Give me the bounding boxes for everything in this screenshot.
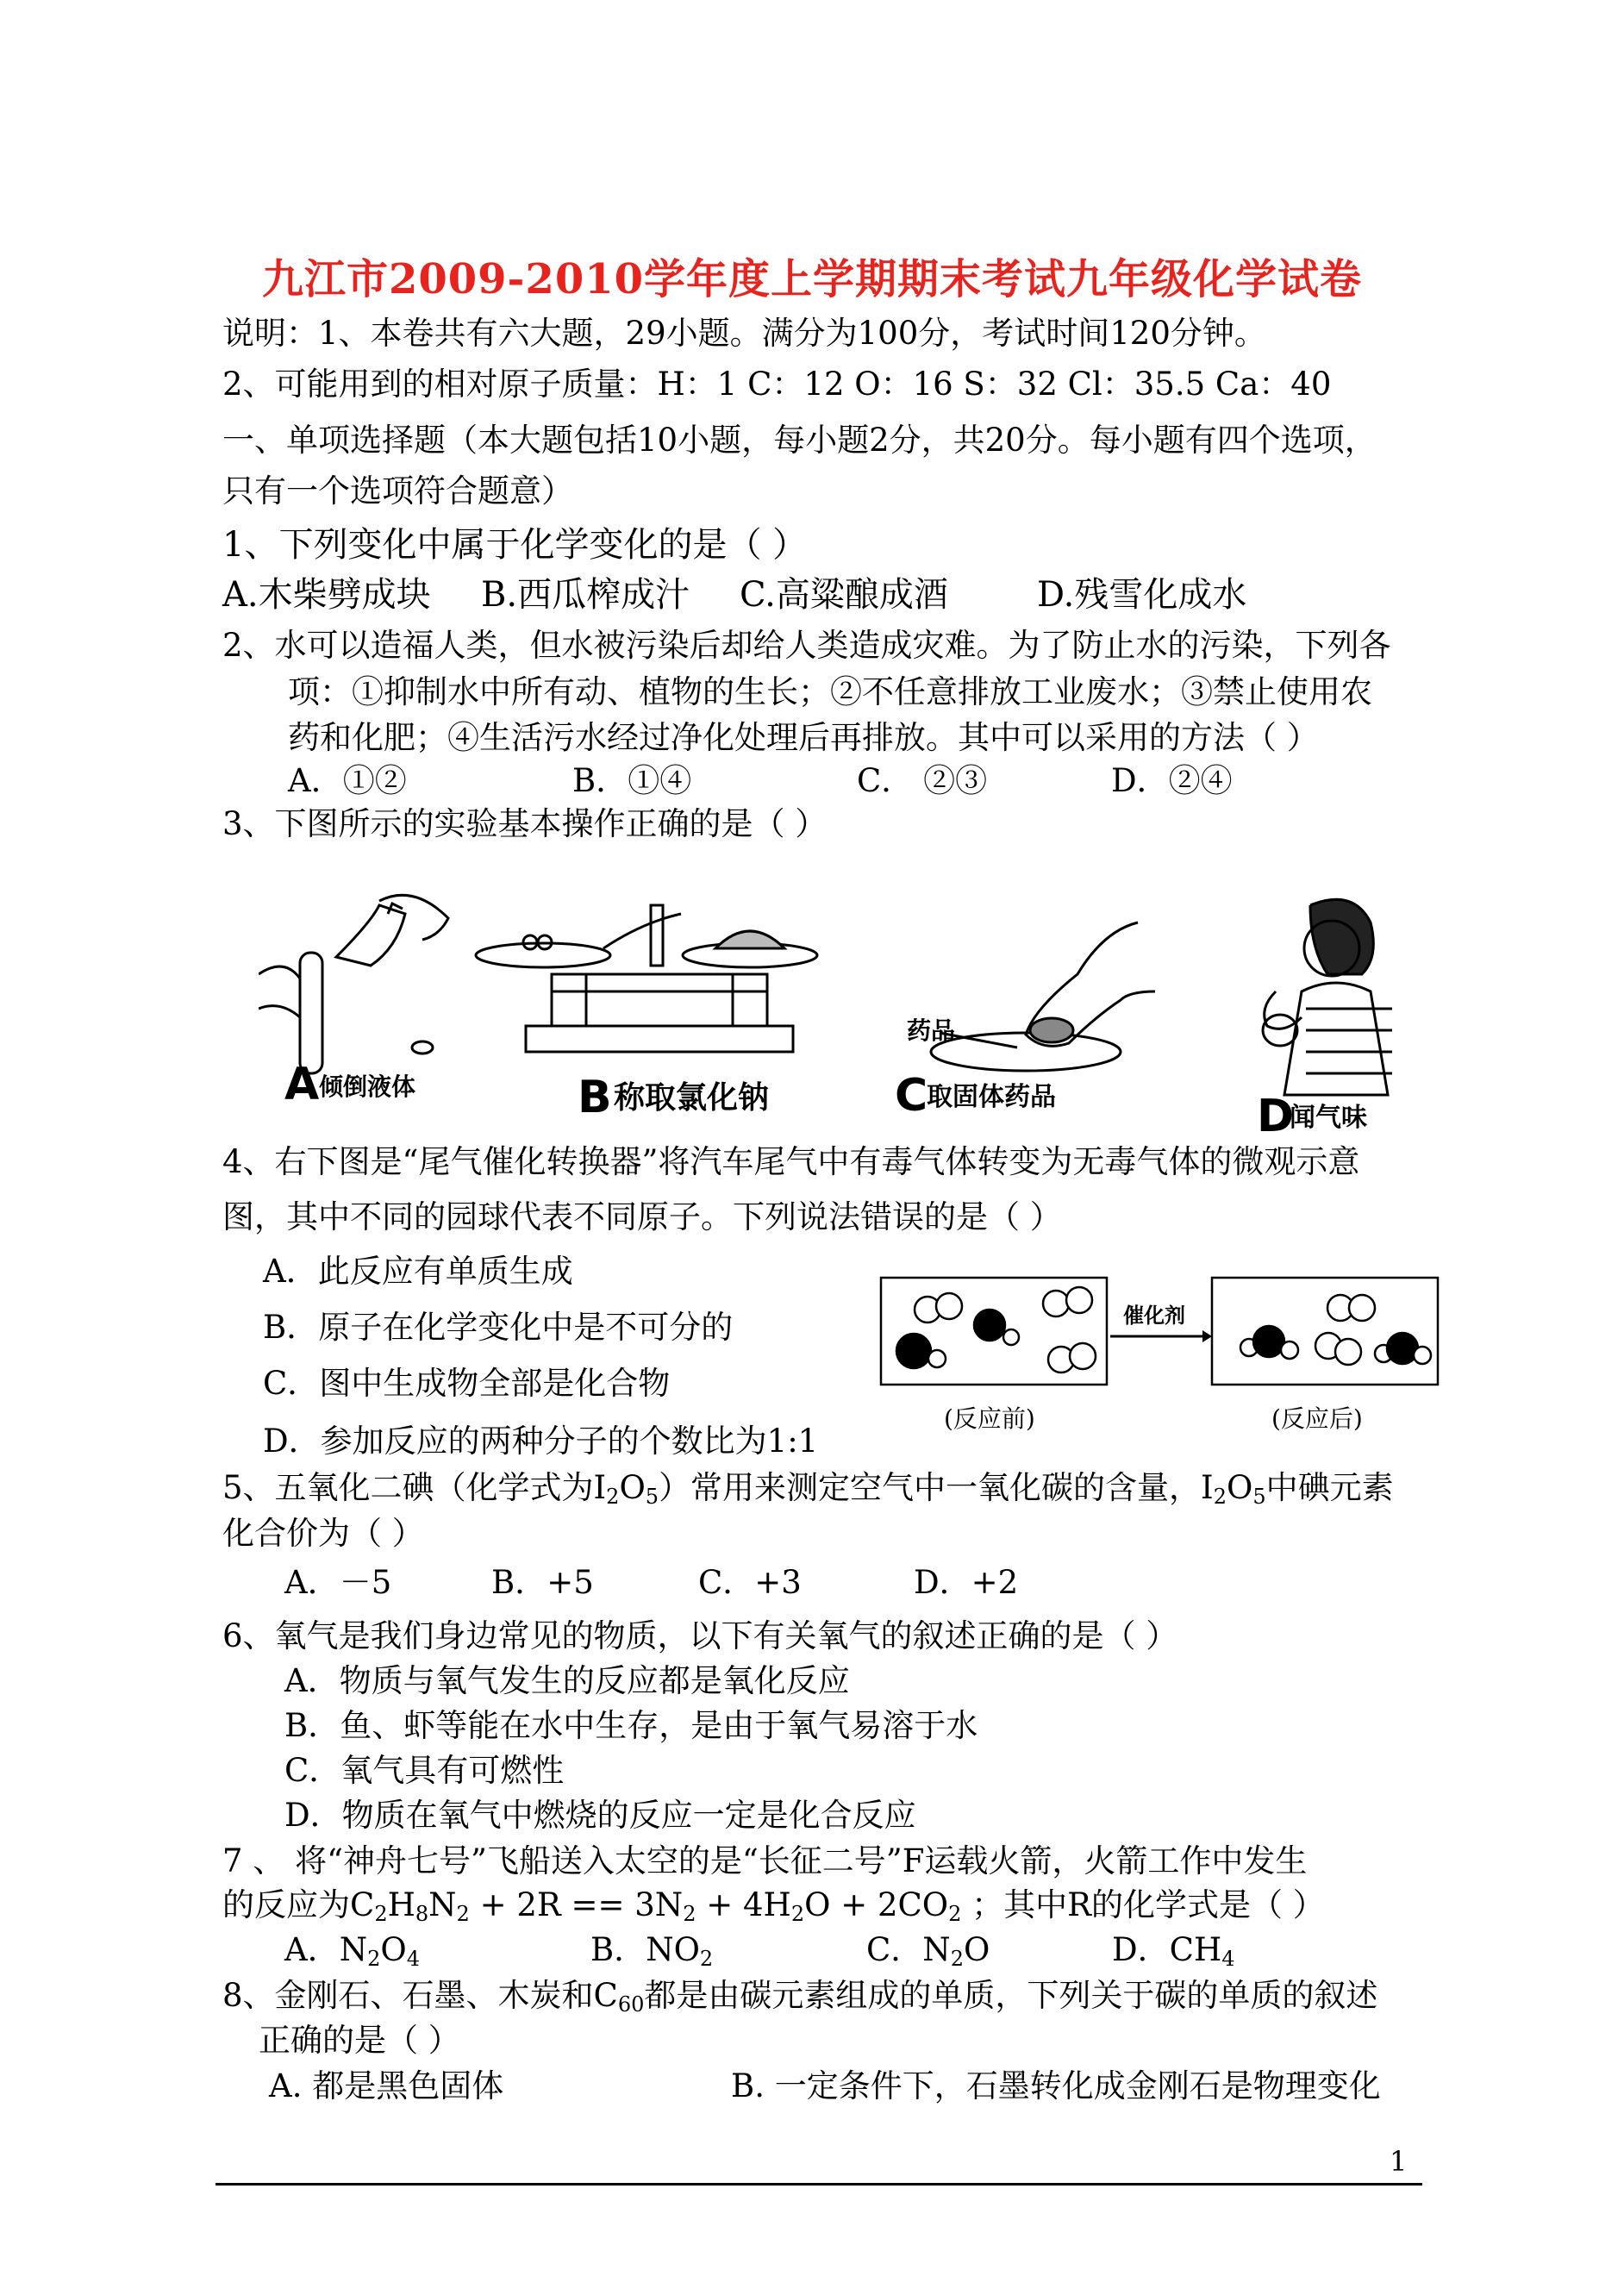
q1-option-a: A.木柴劈成块 (222, 575, 431, 615)
section-heading-line-2: 只有一个选项符合题意） (222, 472, 573, 510)
intro-line-2: 2、可能用到的相对原子质量：H：1 C：12 O：16 S：32 Cl：35.5 Ca：40 (222, 366, 1332, 403)
q5-line-2: 化合价为（ ） (222, 1515, 424, 1552)
q1-option-c: C.高粱酿成酒 (740, 575, 948, 615)
caption-b-letter: B (578, 1072, 612, 1123)
exam-title: 九江市2009-2010学年度上学期期末考试九年级化学试卷 (261, 255, 1363, 303)
q2-line-3: 药和化肥；④生活污水经过净化处理后再排放。其中可以采用的方法（ ） (288, 719, 1319, 756)
before-label: (反应前) (944, 1404, 1035, 1433)
q4-line-2: 图，其中不同的园球代表不同原子。下列说法错误的是（ ） (222, 1198, 1062, 1235)
q7-options (284, 1931, 1235, 1969)
q3-stem: 3、下图所示的实验基本操作正确的是（ ） (222, 805, 828, 842)
q1-option-d: D.残雪化成水 (1037, 575, 1247, 615)
q7-equation-line: 的反应为$C_2H_8N_2 + 2R == 3N_2 + 4H_2O + 2CO_2$ ；其中R的化学式是（ ） (222, 1886, 1325, 1926)
q8-option-a: A. 都是黑色固体 (269, 2067, 504, 2104)
solid-reagent-illustration (931, 922, 1155, 1071)
arrow-head (1202, 1330, 1212, 1342)
after-molecules (1240, 1295, 1431, 1365)
q7-option-c: C．$N_2O$ (866, 1931, 990, 1971)
after-box (1212, 1278, 1438, 1385)
q1-options (222, 576, 1246, 614)
q4-option-d: D．参加反应的两种分子的个数比为1:1 (263, 1423, 819, 1460)
reagent-label: 药品 (907, 1016, 956, 1045)
page-number: 1 (1390, 2145, 1408, 2178)
smelling-illustration (1263, 899, 1392, 1095)
q2-option-d: D．②④ (1111, 762, 1233, 799)
catalyst-label: 催化剂 (1123, 1304, 1185, 1328)
q1-stem: 1、下列变化中属于化学变化的是（ ） (222, 525, 808, 565)
q8-line-2: 正确的是（ ） (259, 2022, 460, 2059)
caption-c-letter: C (895, 1070, 928, 1122)
caption-d-text: 闻气味 (1290, 1103, 1367, 1133)
lab-operations-figure (259, 879, 1431, 1138)
balance-illustration (476, 905, 817, 1052)
q5-option-d: D．+2 (914, 1564, 1019, 1601)
q5-option-b: B．+5 (491, 1564, 594, 1601)
q6-option-d: D．物质在氧气中燃烧的反应一定是化合反应 (284, 1797, 916, 1834)
before-molecules (896, 1287, 1096, 1373)
q4-line-1: 4、右下图是“尾气催化转换器”将汽车尾气中有毒气体转变为无毒气体的微观示意 (222, 1143, 1360, 1180)
q6-option-a: A．物质与氧气发生的反应都是氧化反应 (284, 1662, 850, 1699)
q5-line-1: 5、五氧化二碘（化学式为$I_2O_5$）常用来测定空气中一氧化碳的含量，$I_2O_5$中碘元素 (222, 1469, 1394, 1509)
q6-option-c: C．氧气具有可燃性 (284, 1752, 565, 1789)
footer-rule (215, 2183, 1422, 2186)
q2-line-1: 2、水可以造福人类，但水被污染后却给人类造成灾难。为了防止水的污染，下列各 (222, 627, 1391, 664)
caption-b-text: 称取氯化钠 (614, 1080, 770, 1116)
q8-line-1: 8、金刚石、石墨、木炭和$C_{60}$都是由碳元素组成的单质，下列关于碳的单质的叙述 (222, 1977, 1378, 2017)
q7-option-d: D．$CH_4$ (1112, 1931, 1235, 1971)
q2-option-c: C． ②③ (857, 762, 988, 799)
reaction-diagram (879, 1267, 1448, 1448)
caption-a-text: 倾倒液体 (319, 1072, 416, 1101)
after-label: (反应后) (1271, 1404, 1363, 1433)
caption-c-text: 取固体药品 (927, 1082, 1056, 1112)
caption-a-letter: A (284, 1059, 320, 1110)
q2-line-2: 项：①抑制水中所有动、植物的生长；②不任意排放工业废水；③禁止使用农 (288, 673, 1372, 710)
q2-option-a: A．①② (288, 762, 407, 799)
pouring-liquid-illustration (259, 895, 448, 1073)
intro-line-1: 说明：1、本卷共有六大题，29小题。满分为100分，考试时间120分钟。 (222, 315, 1266, 352)
q4-option-a: A．此反应有单质生成 (263, 1253, 573, 1290)
q7-option-b: B．$NO_2$ (590, 1931, 714, 1971)
q5-option-c: C．+3 (698, 1564, 802, 1601)
q7-line-1: 7 、 将“神舟七号”飞船送入太空的是“长征二号”F运载火箭，火箭工作中发生 (222, 1842, 1308, 1879)
q2-options (288, 762, 1233, 800)
section-heading-line-1: 一、单项选择题（本大题包括10小题，每小题2分，共20分。每小题有四个选项， (222, 422, 1377, 459)
caption-d-letter: D (1257, 1091, 1295, 1138)
q2-option-b: B．①④ (572, 762, 692, 799)
q5-options (284, 1564, 1018, 1602)
q8-option-b: B. 一定条件下，石墨转化成金刚石是物理变化 (731, 2067, 1381, 2104)
q7-option-a: A．$N_2O_4$ (284, 1931, 421, 1971)
q6-option-b: B．鱼、虾等能在水中生存，是由于氧气易溶于水 (284, 1707, 978, 1744)
q5-option-a: A．－5 (284, 1564, 392, 1601)
q4-option-c: C．图中生成物全部是化合物 (263, 1365, 671, 1402)
q1-option-b: B.西瓜榨成汁 (481, 575, 690, 615)
q4-option-b: B．原子在化学变化中是不可分的 (263, 1309, 734, 1346)
q6-stem: 6、氧气是我们身边常见的物质，以下有关氧气的叙述正确的是（ ） (222, 1617, 1178, 1654)
